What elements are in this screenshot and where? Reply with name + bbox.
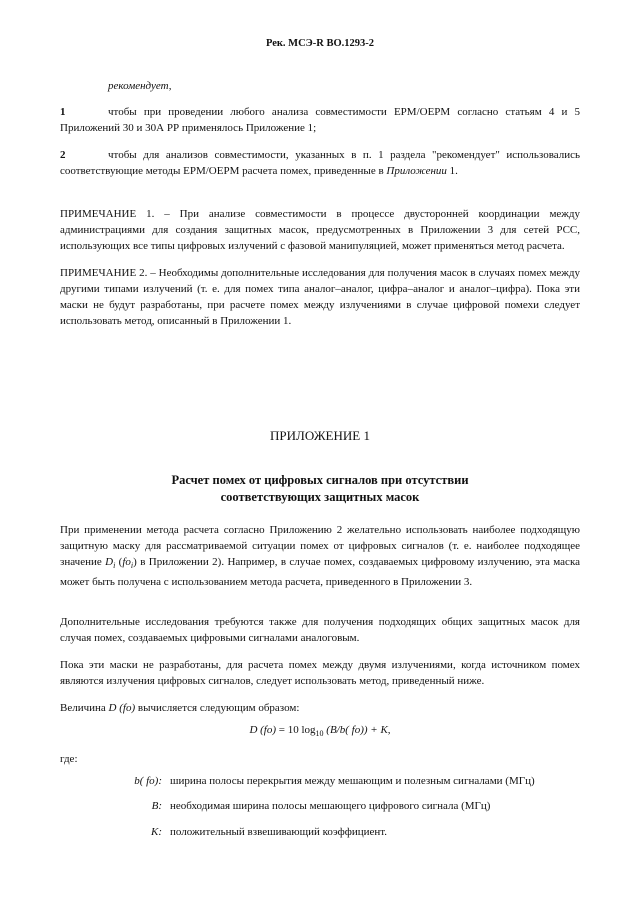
formula-log-base: 10 xyxy=(315,729,324,739)
item-text: чтобы при проведении любого анализа совместимости ЕРМ/ОЕРМ согласно статьям 4 и 5 Приложений 30 и 30А РР применялось Приложение 1; xyxy=(60,106,580,134)
annex-heading-line-2: соответствующих защитных масок xyxy=(220,490,420,504)
expression: D (fo) xyxy=(108,702,136,714)
note-1: ПРИМЕЧАНИЕ 1. – При анализе совместимости в процессе двусторонней координации между администрациями для создания защитных масок, предусмотренных в Приложении 3 для сетей РСС, использующих все типы цифровых излучений с фазовой манипуляцией, может применяться метод расчета. xyxy=(60,208,580,252)
recommendation-item-2 xyxy=(60,147,580,179)
definition-item xyxy=(60,800,580,816)
item-number: 1 xyxy=(60,106,66,118)
definition-term: K: xyxy=(151,826,162,838)
annex-heading-line-1: Расчет помех от цифровых сигналов при отсутствии xyxy=(171,473,469,487)
formula-rhs: (B/b( fo)) + K, xyxy=(323,724,391,736)
paragraph-text: При применении метода расчета согласно Приложению 2 желательно использовать наиболее подходящую защитную маску для рассматриваемой ситуации помех от цифровых сигналов (т. е. наиболее подходящее значение xyxy=(60,524,580,568)
item-number: 2 xyxy=(60,149,66,161)
formula-lhs: D (fo) xyxy=(249,724,277,736)
annex-title: ПРИЛОЖЕНИЕ 1 xyxy=(270,428,370,443)
item-text-end: 1. xyxy=(446,165,458,177)
paragraph-text: Величина xyxy=(60,702,109,714)
definition-text: ширина полосы перекрытия между мешающим и полезным сигналами (МГц) xyxy=(170,775,535,787)
paragraph-text: ) в Приложении 2). Например, в случае помех, создаваемых цифровому излучению, эта маска может быть получена с использованием метода расчета, приведенного в Приложении 3. xyxy=(60,556,581,589)
paragraph-text: ( xyxy=(115,556,123,568)
formula xyxy=(60,722,580,742)
symbol-d: D xyxy=(105,556,114,568)
definition-item xyxy=(60,775,580,791)
page-header: Рек. МСЭ-R BO.1293-2 xyxy=(265,38,375,49)
annex-paragraph-4 xyxy=(60,700,580,716)
note-2: ПРИМЕЧАНИЕ 2. – Необходимы дополнительные исследования для получения масок в случаях помех между другими типами излучений (т. е. для помех типа аналог–аналог, цифра–аналог и аналог–цифра). Пока эти маски не будут разработаны, при расчете помех между излучениями в случае цифровой помехи следует использовать метод, описанный в Приложении 1. xyxy=(60,267,580,327)
definition-text: необходимая ширина полосы мешающего цифрового сигнала (МГц) xyxy=(170,800,491,812)
symbol-d-subscript: i xyxy=(113,561,116,571)
annex-heading xyxy=(60,472,580,506)
recommendation-item-1 xyxy=(60,104,580,136)
item-text: чтобы для анализов совместимости, указанных в п. 1 раздела "рекомендует" использовались соответствующие методы ЕРМ/ОЕРМ расчета помех, приведенные в xyxy=(60,149,580,177)
definition-text: положительный взвешивающий коэффициент. xyxy=(170,826,388,838)
symbol-fo: fo xyxy=(122,556,131,568)
definition-term: B: xyxy=(151,800,162,812)
definition-term: b( fo): xyxy=(134,775,162,787)
annex-paragraph-3: Пока эти маски не разработаны, для расчета помех между двумя излучениями, когда источником помех являются излучения цифровых сигналов, следует использовать метод, приведенный ниже. xyxy=(60,659,580,687)
item-text-italic: Приложении xyxy=(386,165,447,177)
where-label: где: xyxy=(60,753,78,765)
paragraph-text: вычисляется следующим образом: xyxy=(135,702,300,714)
annex-paragraph-2: Дополнительные исследования требуются также для получения подходящих общих защитных масок для случая помех, создаваемых цифровыми сигналами аналоговым. xyxy=(60,616,580,644)
formula-eq: = 10 log xyxy=(276,724,316,736)
recommends-label: рекомендует, xyxy=(108,80,172,92)
symbol-fo-subscript: i xyxy=(130,561,134,571)
annex-paragraph-1 xyxy=(60,522,580,590)
definition-item xyxy=(60,826,580,842)
